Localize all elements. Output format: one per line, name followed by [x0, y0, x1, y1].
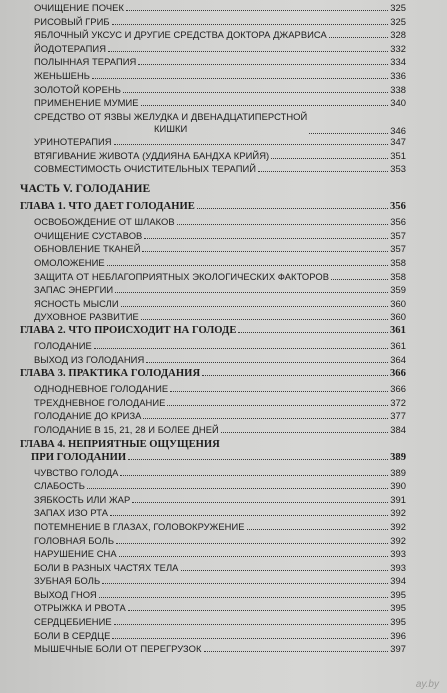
- dot-leader: [87, 488, 388, 489]
- toc-entry-page: 360: [390, 297, 406, 309]
- toc-entry: [20, 630, 406, 644]
- toc-entry-title: ПРИМЕНЕНИЕ МУМИЕ: [34, 97, 139, 109]
- toc-entry-title-continued: КИШКИ: [154, 123, 188, 135]
- toc-entry-page: 336: [390, 69, 406, 81]
- toc-entry-page: 358: [390, 270, 406, 282]
- dot-leader: [110, 515, 388, 516]
- toc-entry-title: ОМОЛОЖЕНИЕ: [34, 257, 105, 268]
- toc-entry: [20, 602, 406, 616]
- toc-entry-title: СЛАБОСТЬ: [34, 480, 85, 492]
- dot-leader: [128, 610, 388, 611]
- toc-entry-page: 325: [390, 15, 406, 27]
- toc-entry: [20, 521, 406, 535]
- toc-entry-page: 393: [390, 548, 406, 560]
- toc-entry: [20, 507, 406, 521]
- toc-entry-title: БОЛИ В СЕРДЦЕ: [34, 629, 111, 641]
- chapter-title: ГЛАВА 2. ЧТО ПРОИСХОДИТ НА ГОЛОДЕ: [20, 324, 237, 336]
- toc-entry-title: ТРЕХДНЕВНОЕ ГОЛОДАНИЕ: [34, 396, 166, 408]
- toc-entry: [20, 383, 406, 397]
- toc-entry-title: ЗЯБКОСТЬ ИЛИ ЖАР: [34, 493, 131, 505]
- dot-leader: [119, 556, 389, 557]
- dot-leader: [114, 624, 389, 625]
- toc-entry-title: ГОЛОДАНИЕ ДО КРИЗА: [34, 410, 142, 422]
- part-title: ЧАСТЬ V. ГОЛОДАНИЕ: [20, 182, 151, 195]
- toc-entry-title: ЗОЛОТОЙ КОРЕНЬ: [34, 83, 121, 95]
- dot-leader: [112, 24, 389, 25]
- toc-entry: [20, 2, 406, 16]
- dot-leader: [271, 158, 388, 159]
- toc-entry-page: 346: [390, 124, 406, 136]
- dot-leader: [197, 208, 388, 209]
- chapter-4-entries: [20, 467, 406, 657]
- toc-entry-page: 384: [390, 423, 406, 435]
- toc-entry: [20, 467, 406, 481]
- dot-leader: [146, 362, 388, 363]
- chapter-page: 361: [389, 324, 406, 336]
- toc-entry: [20, 311, 406, 325]
- dot-leader: [221, 432, 388, 433]
- toc-entry-page: 325: [390, 2, 406, 13]
- dot-leader: [138, 64, 388, 65]
- dot-leader: [108, 51, 388, 52]
- chapter-2-heading: [20, 325, 406, 341]
- toc-entry-title: ОЧИЩЕНИЕ ПОЧЕК: [34, 2, 124, 13]
- dot-leader: [102, 583, 388, 584]
- dot-leader: [331, 279, 388, 280]
- toc-entry: [20, 480, 406, 494]
- toc-entry-page: 395: [390, 588, 406, 600]
- dot-leader: [258, 171, 388, 172]
- toc-entry-page: 377: [390, 410, 406, 422]
- toc-entry-page: 391: [390, 493, 406, 505]
- dot-leader: [115, 292, 388, 293]
- chapter-1-heading: [20, 201, 406, 217]
- toc-entry-title: ПОТЕМНЕНИЕ В ГЛАЗАХ, ГОЛОВОКРУЖЕНИЕ: [34, 520, 245, 532]
- toc-entry-page: 396: [390, 629, 406, 641]
- toc-entry: [20, 284, 406, 298]
- toc-entry-title: ОЧИЩЕНИЕ СУСТАВОВ: [34, 229, 143, 241]
- dot-leader: [143, 418, 388, 419]
- dot-leader: [123, 92, 388, 93]
- toc-entry-page: 356: [390, 216, 406, 228]
- toc-entry: [20, 150, 406, 164]
- toc-entry-page: 395: [390, 616, 406, 628]
- toc-entry-page: 390: [390, 480, 406, 492]
- toc-entry-title: МЫШЕЧНЫЕ БОЛИ ОТ ПЕРЕГРУЗОК: [34, 643, 202, 655]
- dot-leader: [126, 10, 388, 11]
- toc-entry: [20, 494, 406, 508]
- toc-entry-title: СРЕДСТВО ОТ ЯЗВЫ ЖЕЛУДКА И ДВЕНАДЦАТИПЕРСТНОЙ: [34, 110, 308, 122]
- dot-leader: [116, 543, 388, 544]
- toc-entry-page: 392: [390, 534, 406, 546]
- chapter-title-continued: ПРИ ГОЛОДАНИИ: [31, 451, 127, 463]
- chapter-page: 389: [390, 451, 406, 463]
- toc-entry-page: 393: [390, 561, 406, 573]
- toc-entry-page: 364: [390, 354, 406, 366]
- toc-entry-title: ОДНОДНЕВНОЕ ГОЛОДАНИЕ: [34, 383, 169, 395]
- dot-leader: [107, 265, 389, 266]
- chapter-page: 356: [389, 200, 406, 212]
- toc-entry-page: 360: [390, 311, 406, 323]
- toc-entry-title: ВТЯГИВАНИЕ ЖИВОТА (УДДИЯНА БАНДХА КРИЙЯ): [34, 149, 270, 161]
- toc-entry: [20, 535, 406, 549]
- toc-entry-ulcer: [20, 111, 406, 136]
- dot-leader: [247, 529, 389, 530]
- toc-entry: [20, 70, 406, 84]
- chapter-page: 366: [389, 367, 406, 379]
- toc-entry-page: 394: [390, 575, 406, 587]
- toc-entry-page: 332: [390, 42, 406, 54]
- toc-entry-page: 338: [390, 83, 406, 95]
- toc-entry-page: 351: [390, 149, 406, 161]
- toc-entry-title: ЗАПАС ЭНЕРГИИ: [34, 284, 114, 296]
- toc-entry-page: 361: [390, 340, 406, 352]
- toc-entry-page: 397: [390, 643, 406, 655]
- toc-entry: [20, 230, 406, 244]
- watermark: ay.by: [415, 679, 439, 690]
- toc-entry: [20, 29, 406, 43]
- dot-leader: [329, 37, 388, 38]
- dot-leader: [204, 651, 389, 652]
- table-of-contents: [20, 2, 406, 657]
- dot-leader: [238, 332, 387, 333]
- dot-leader: [141, 319, 388, 320]
- dot-leader: [114, 144, 389, 145]
- toc-entry-page: 389: [390, 466, 406, 478]
- toc-entry: [20, 56, 406, 70]
- dot-leader: [99, 597, 388, 598]
- chapter-4-heading: [20, 438, 406, 467]
- dot-leader: [92, 78, 388, 79]
- toc-entry-title: ПОЛЫННАЯ ТЕРАПИЯ: [34, 56, 137, 68]
- toc-entry: [20, 298, 406, 312]
- toc-entry-page: 340: [390, 97, 406, 109]
- toc-entry: [20, 397, 406, 411]
- toc-entry-title: ОБНОВЛЕНИЕ ТКАНЕЙ: [34, 243, 141, 255]
- toc-entry-title: ЯСНОСТЬ МЫСЛИ: [34, 297, 119, 309]
- toc-entry-title: НАРУШЕНИЕ СНА: [34, 548, 117, 560]
- dot-leader: [142, 251, 388, 252]
- toc-entry-title: УРИНОТЕРАПИЯ: [34, 135, 112, 147]
- toc-entry-title: ВЫХОД ГНОЯ: [34, 588, 97, 600]
- chapter-1-entries: [20, 216, 406, 325]
- toc-entry-title: ДУХОВНОЕ РАЗВИТИЕ: [34, 311, 139, 323]
- dot-leader: [120, 475, 388, 476]
- chapter-3-heading: [20, 368, 406, 384]
- toc-entry: [20, 43, 406, 57]
- dot-leader: [144, 238, 388, 239]
- toc-entry: [20, 163, 406, 177]
- dot-leader: [167, 405, 388, 406]
- top-entries: [20, 2, 406, 111]
- dot-leader: [128, 459, 388, 460]
- toc-entry-page: 347: [390, 135, 406, 147]
- toc-entry-title: ОСВОБОЖДЕНИЕ ОТ ШЛАКОВ: [34, 216, 175, 228]
- toc-entry: [20, 562, 406, 576]
- toc-entry-page: 334: [390, 56, 406, 68]
- toc-entry-title: ВЫХОД ИЗ ГОЛОДАНИЯ: [34, 354, 145, 366]
- toc-entry-page: 366: [390, 383, 406, 395]
- toc-entry: [20, 548, 406, 562]
- toc-entry: [20, 589, 406, 603]
- toc-entry-title: ЧУВСТВО ГОЛОДА: [34, 466, 119, 478]
- dot-leader: [177, 224, 389, 225]
- toc-entry-title: ЯБЛОЧНЫЙ УКСУС И ДРУГИЕ СРЕДСТВА ДОКТОРА ДЖАРВИСА: [34, 29, 327, 41]
- toc-entry: [20, 216, 406, 230]
- toc-entry: [20, 410, 406, 424]
- toc-entry: [20, 97, 406, 111]
- toc-entry-title: ГОЛОДАНИЕ В 15, 21, 28 И БОЛЕЕ ДНЕЙ: [34, 423, 219, 435]
- toc-entry-title: БОЛИ В РАЗНЫХ ЧАСТЯХ ТЕЛА: [34, 561, 179, 573]
- chapter-2-entries: [20, 340, 406, 367]
- toc-entry-page: 395: [390, 602, 406, 614]
- toc-entry-title: ГОЛОВНАЯ БОЛЬ: [34, 534, 115, 546]
- toc-entry-title: ЙОДОТЕРАПИЯ: [34, 42, 107, 54]
- chapter-title: ГЛАВА 1. ЧТО ДАЕТ ГОЛОДАНИЕ: [20, 200, 195, 212]
- toc-entry: [20, 616, 406, 630]
- mid-entries: [20, 136, 406, 177]
- chapter-title: ГЛАВА 4. НЕПРИЯТНЫЕ ОЩУЩЕНИЯ: [20, 438, 220, 450]
- toc-entry-page: 372: [390, 396, 406, 408]
- toc-entry-page: 392: [390, 507, 406, 519]
- toc-entry: [20, 243, 406, 257]
- toc-entry-page: 392: [390, 520, 406, 532]
- toc-entry-page: 358: [390, 257, 406, 268]
- toc-entry-title: ГОЛОДАНИЕ: [34, 340, 92, 352]
- dot-leader: [121, 306, 389, 307]
- toc-entry: [20, 271, 406, 285]
- chapter-title: ГЛАВА 3. ПРАКТИКА ГОЛОДАНИЯ: [20, 367, 201, 379]
- chapter-3-entries: [20, 383, 406, 437]
- toc-entry-title: СЕРДЦЕБИЕНИЕ: [34, 616, 112, 628]
- dot-leader: [141, 105, 389, 106]
- toc-entry: [20, 424, 406, 438]
- toc-entry-page: 359: [390, 284, 406, 296]
- dot-leader: [202, 375, 388, 376]
- toc-entry-page: 328: [390, 29, 406, 41]
- toc-entry-title: РИСОВЫЙ ГРИБ: [34, 15, 110, 27]
- toc-entry-title: ЗАЩИТА ОТ НЕБЛАГОПРИЯТНЫХ ЭКОЛОГИЧЕСКИХ ФАКТОРОВ: [34, 270, 330, 282]
- toc-entry-page: 353: [390, 163, 406, 175]
- toc-entry-title: ЗАПАХ ИЗО РТА: [34, 507, 109, 519]
- toc-entry-title: ОТРЫЖКА И РВОТА: [34, 602, 126, 614]
- toc-entry-page: 357: [390, 243, 406, 255]
- toc-entry-page: 357: [390, 229, 406, 241]
- dot-leader: [132, 502, 388, 503]
- toc-entry-title: ЗУБНАЯ БОЛЬ: [34, 575, 101, 587]
- toc-entry: [20, 136, 406, 150]
- dot-leader: [94, 348, 388, 349]
- toc-entry: [20, 16, 406, 30]
- toc-entry: [20, 643, 406, 657]
- toc-entry: [20, 84, 406, 98]
- toc-entry: [20, 340, 406, 354]
- toc-entry: [20, 257, 406, 271]
- toc-entry: [20, 354, 406, 368]
- dot-leader: [309, 133, 388, 134]
- toc-entry-title: СОВМЕСТИМОСТЬ ОЧИСТИТЕЛЬНЫХ ТЕРАПИЙ: [34, 163, 257, 175]
- dot-leader: [112, 638, 388, 639]
- dot-leader: [181, 570, 389, 571]
- toc-entry-title: ЖЕНЬШЕНЬ: [34, 69, 90, 81]
- dot-leader: [170, 391, 388, 392]
- toc-entry: [20, 575, 406, 589]
